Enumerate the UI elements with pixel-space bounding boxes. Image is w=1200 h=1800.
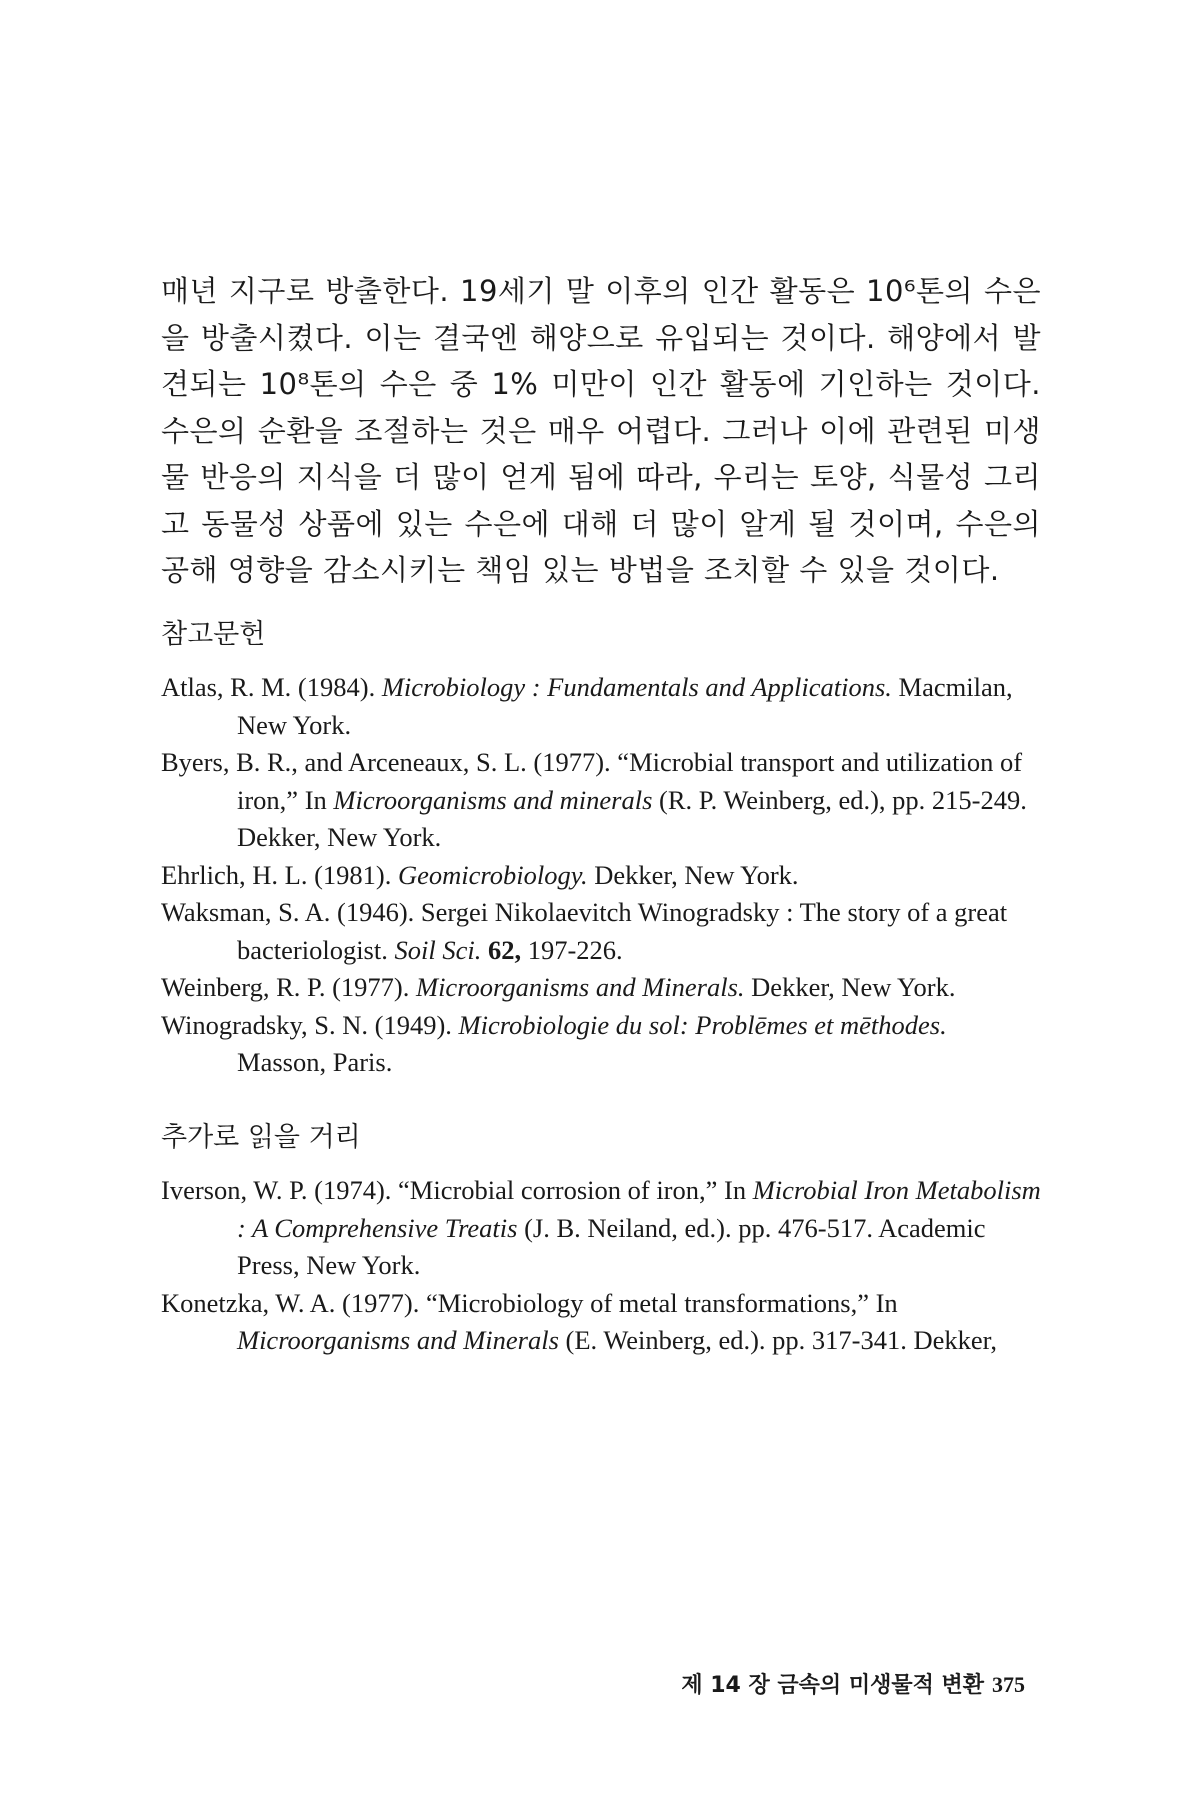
running-footer <box>681 1668 1025 1699</box>
reference-item: Weinberg, R. P. (1977). Microorganisms and Minerals. Dekker, New York. <box>161 972 956 1002</box>
chapter-title: 제 14 장 금속의 미생물적 변환 <box>681 1673 984 1698</box>
further-reading-heading: 추가로 읽을 거리 <box>161 1122 361 1153</box>
reference-item: Byers, B. R., and Arceneaux, S. L. (1977). “Microbial transport and utilization of iron,” In Microorganisms and minerals (R. P. Weinberg, ed.), pp. 215-249. Dekker, New York. <box>161 747 1027 852</box>
reference-item: Winogradsky, S. N. (1949). Microbiologie du sol: Problēmes et mēthodes. Masson, Paris. <box>161 1009 947 1077</box>
further-reading-item: Iverson, W. P. (1974). “Microbial corrosion of iron,” In Microbial Iron Metabolism : A Comprehensive Treatis (J. B. Neiland, ed.). pp. 476-517. Academic Press, New York. <box>161 1175 1041 1280</box>
page-number: 375 <box>992 1672 1025 1697</box>
references-list <box>161 669 1041 1082</box>
intro-paragraph: 매년 지구로 방출한다. 19세기 말 이후의 인간 활동은 10⁶톤의 수은을 방출시켰다. 이는 결국엔 해양으로 유입되는 것이다. 해양에서 발견되는 10⁸톤의 수은 중 1% 미만이 인간 활동에 기인하는 것이다. 수은의 순환을 조절하는 것은 매우 어렵다. 그러나 이에 관련된 미생물 반응의 지식을 더 많이 얻게 됨에 따라, 우리는 토양, 식물성 그리고 동물성 상품에 있는 수은에 대해 더 많이 알게 될 것이며, 수은의 공해 영향을 감소시키는 책임 있는 방법을 조치할 수 있을 것이다. <box>161 274 1041 587</box>
references-heading: 참고문헌 <box>161 619 266 650</box>
reference-item: Waksman, S. A. (1946). Sergei Nikolaevitch Winogradsky : The story of a great bacteriologist. Soil Sci. 62, 197-226. <box>161 897 1008 965</box>
reference-item: Atlas, R. M. (1984). Microbiology : Fundamentals and Applications. Macmilan, New York. <box>161 672 1013 740</box>
further-reading-list <box>161 1172 1041 1360</box>
further-reading-item: Konetzka, W. A. (1977). “Microbiology of metal transformations,” In Microorganisms and Minerals (E. Weinberg, ed.). pp. 317-341. Dekker, <box>161 1287 998 1355</box>
reference-item: Ehrlich, H. L. (1981). Geomicrobiology. Dekker, New York. <box>161 859 799 890</box>
